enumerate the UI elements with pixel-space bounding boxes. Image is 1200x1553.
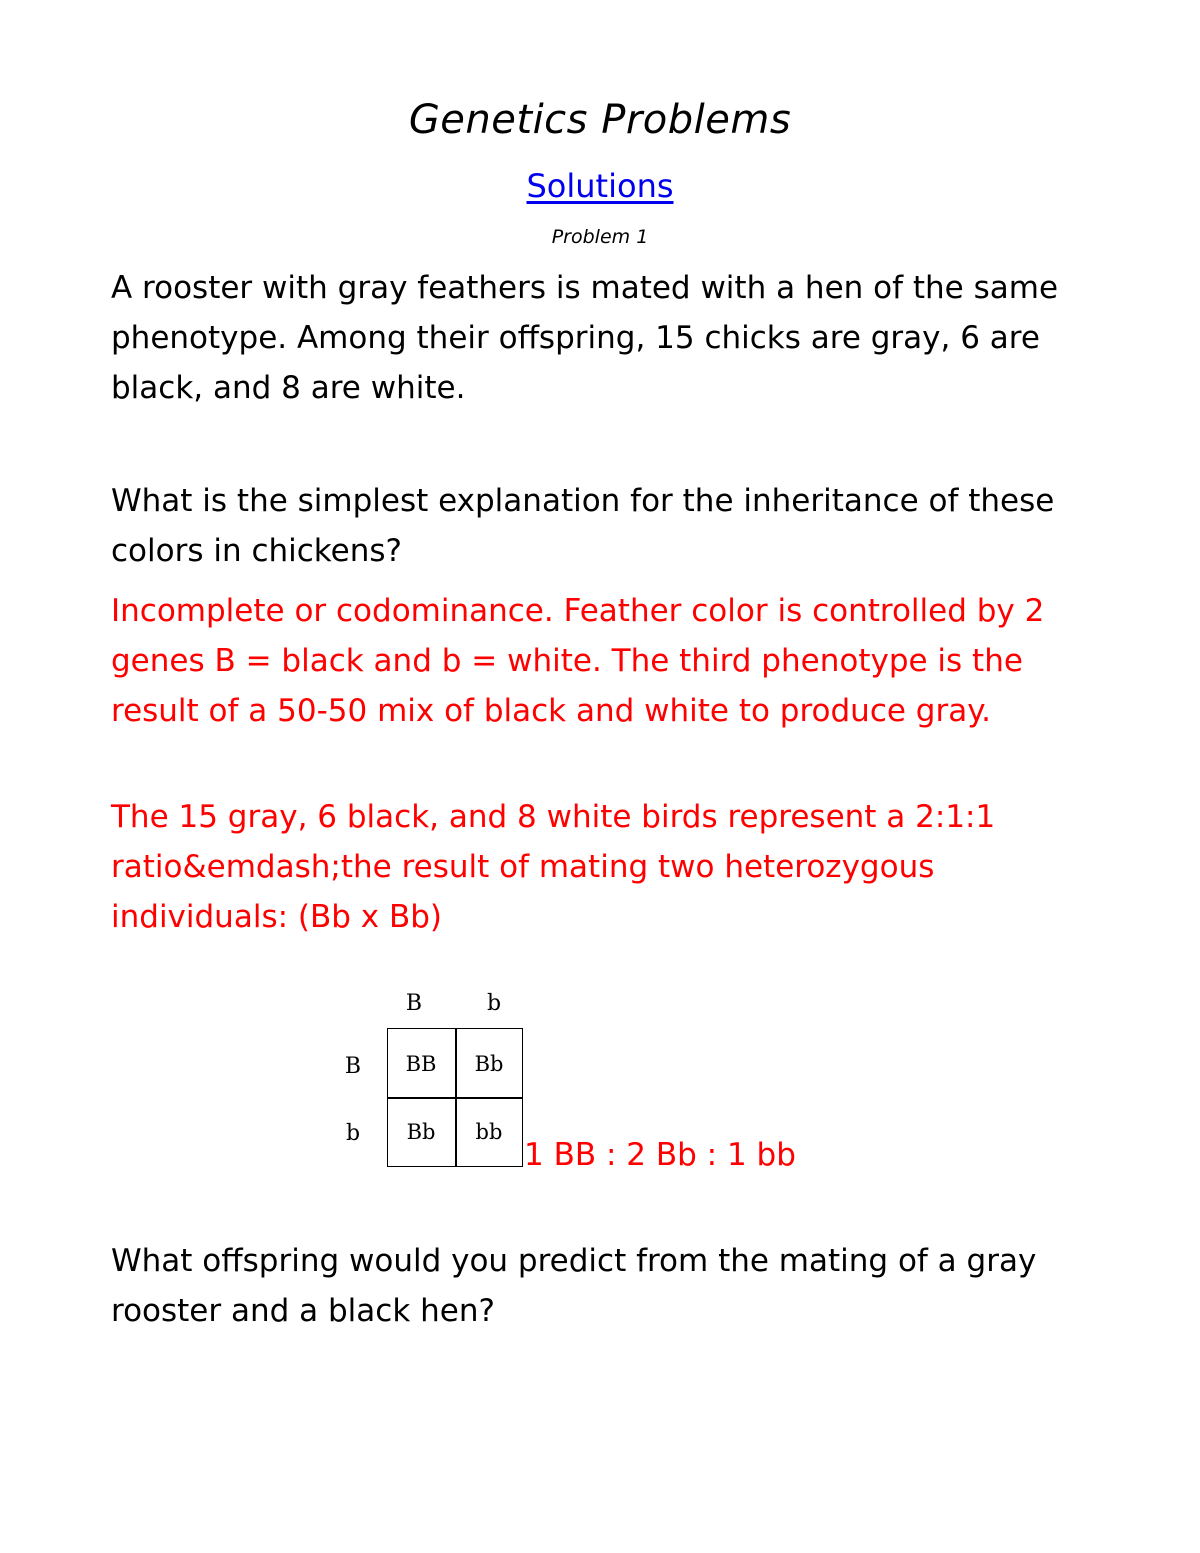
- punnett-row-header-1: B: [344, 1054, 362, 1079]
- punnett-cell-4: bb: [475, 1120, 503, 1144]
- problem-statement: A rooster with gray feathers is mated with a hen of the same phenotype. Among their offspring, 15 chicks are gray, 6 are black, and 8 are white.: [111, 270, 1059, 406]
- answer-1-ratio: The 15 gray, 6 black, and 8 white birds represent a 2:1:1 ratio&emdash;the result of mating two heterozygous individuals: (Bb x Bb): [111, 799, 996, 935]
- page-title: Genetics Problems: [408, 97, 792, 143]
- punnett-cell-1: BB: [405, 1052, 437, 1076]
- punnett-divider-horizontal: [388, 1097, 522, 1099]
- punnett-cell-3: Bb: [406, 1120, 436, 1144]
- genotype-ratio: 1 BB : 2 Bb : 1 bb: [524, 1137, 796, 1173]
- solutions-link-container: [0, 164, 1200, 208]
- punnett-row-header-2: b: [345, 1121, 361, 1146]
- punnett-square: [336, 985, 536, 1175]
- problem-label: Problem 1: [551, 226, 649, 248]
- question-1: What is the simplest explanation for the inheritance of these colors in chickens?: [111, 483, 1055, 569]
- punnett-grid: [387, 1028, 523, 1167]
- question-2: What offspring would you predict from the mating of a gray rooster and a black hen?: [111, 1243, 1037, 1329]
- answer-1-explanation: Incomplete or codominance. Feather color is controlled by 2 genes B = black and b = white. The third phenotype is the result of a 50-50 mix of black and white to produce gray.: [111, 593, 1045, 729]
- punnett-cell-2: Bb: [474, 1052, 504, 1076]
- punnett-col-header-1: B: [405, 991, 423, 1016]
- punnett-col-header-2: b: [486, 991, 502, 1016]
- solutions-link[interactable]: Solutions: [526, 167, 674, 205]
